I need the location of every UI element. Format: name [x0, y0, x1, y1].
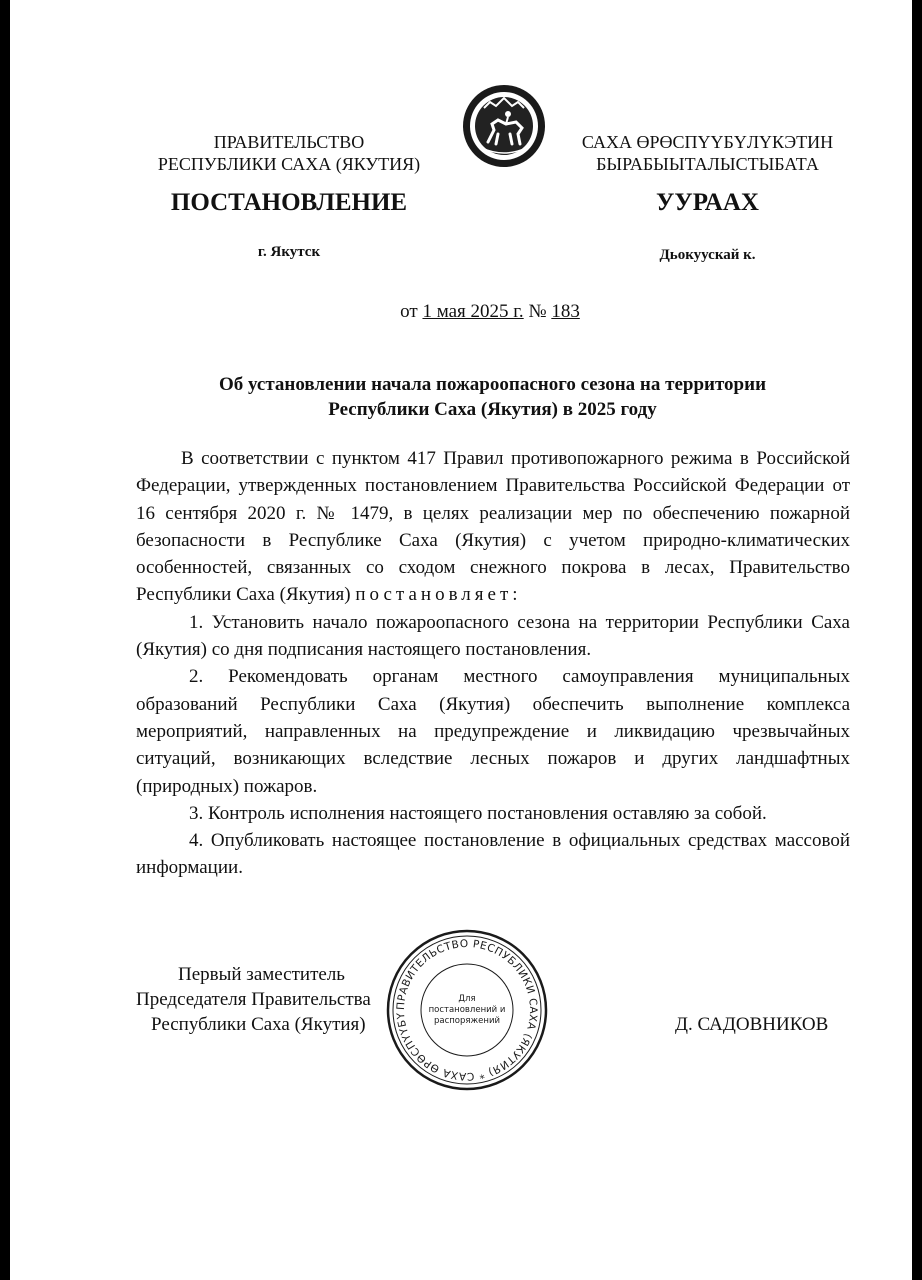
signer-name: Д. САДОВНИКОВ	[675, 1014, 829, 1035]
signer-title-line3: Республики Саха (Якутия)	[151, 1014, 366, 1035]
date-prefix: от	[400, 301, 423, 322]
list-item: 1. Установить начало пожароопасного сезона на территории Республики Саха (Якутия) со дня подписания настоящего постановления.	[136, 611, 850, 661]
header-left-line2: РЕСПУБЛИКИ САХА (ЯКУТИЯ)	[157, 154, 421, 174]
list-item: 4. Опубликовать настоящее постановление в официальных средствах массовой информации.	[136, 830, 850, 879]
sakha-republic-emblem-icon	[462, 84, 546, 168]
stamp-center-line3: распоряжений	[433, 1016, 501, 1026]
stamp-outer-text: ПРАВИТЕЛЬСТВО РЕСПУБЛИКИ САХА (ЯКУТИЯ) * САХА ӨРӨСПҮҮБҮ	[394, 937, 540, 1083]
number-sign: №	[523, 301, 552, 322]
doc-type-ru: ПОСТАНОВЛЕНИЕ	[170, 189, 408, 216]
document-page	[10, 0, 912, 1280]
city-sakha: Дьокуускай к.	[659, 247, 756, 263]
document-body	[136, 445, 850, 882]
subject-line1: Об установлении начала пожароопасного сезона на территории	[218, 374, 767, 395]
list-item: 3. Контроль исполнения настоящего постановления оставляю за собой.	[189, 802, 767, 824]
date-line	[260, 301, 720, 323]
doc-type-sakha: УУРААХ	[656, 189, 759, 216]
signer-title-line2: Председателя Правительства	[136, 989, 371, 1010]
header-left	[130, 131, 448, 175]
list-item: 2. Рекомендовать органам местного самоуправления муниципальных образований Республики Саха (Якутия) обеспечить выполнение комплекса мероприятий, направленных на предупреждение и ликвидацию чрезвычайных ситуаций, возникающих вследствие лесных пожаров и других ландшафтных (природных) пожаров.	[136, 666, 850, 797]
signer-title-line1: Первый заместитель	[178, 964, 345, 985]
header-right-line1: САХА ӨРӨСПҮҮБҮЛҮКЭТИН	[581, 132, 834, 152]
subject	[130, 372, 855, 422]
stamp-center-line2: постановлений и	[428, 1005, 506, 1015]
preamble: В соответствии с пунктом 417 Правил противопожарного режима в Российской Федерации, утвержденных постановлением Правительства Российской Федерации от 16 сентября 2020 г. № 1479, в целях реализации мер по обеспечению пожарной безопасности в Республике Саха (Якутия) с учетом природно-климатических особенностей, связанных со сходом снежного покрова в лесах, Правительство Республики Саха (Якутия)	[136, 448, 850, 606]
header-left-line1: ПРАВИТЕЛЬСТВО	[213, 132, 365, 152]
city-ru: г. Якутск	[257, 244, 321, 260]
decree-word: постановляет:	[355, 584, 522, 606]
stamp-center-line1: Для	[458, 994, 476, 1004]
official-stamp	[386, 929, 548, 1091]
document-date: 1 мая 2025 г.	[422, 301, 524, 322]
document-number: 183	[551, 301, 580, 322]
subject-line2: Республики Саха (Якутия) в 2025 году	[328, 399, 657, 420]
header-right	[560, 131, 855, 175]
header-right-line2: БЫРАБЫЫТАЛЫСТЫБАТА	[596, 154, 819, 174]
